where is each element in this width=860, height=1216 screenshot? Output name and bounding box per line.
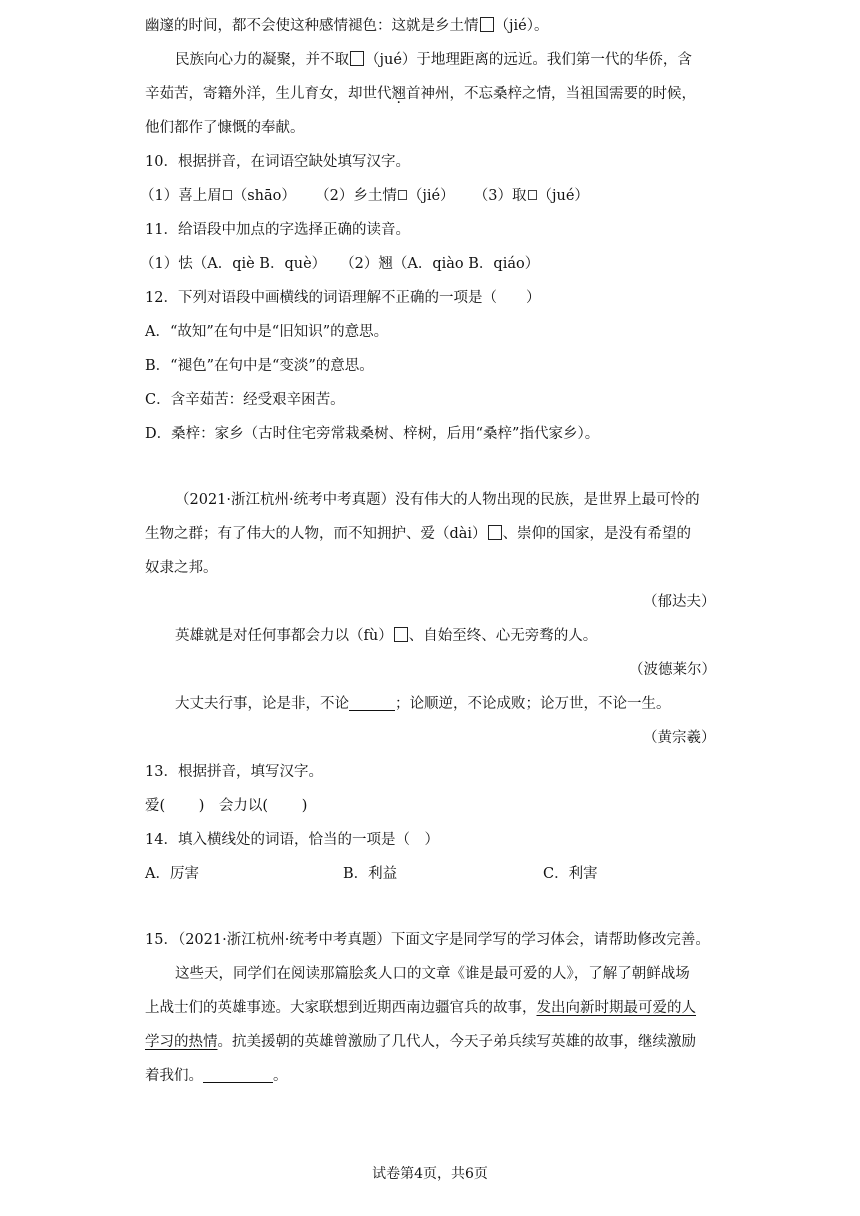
page-footer: 试卷第4页，共6页 <box>372 1166 488 1182</box>
question-10-items: （1）喜上眉 （shāo） （2）乡土情 （jié） （3）取 （jué） <box>140 188 589 204</box>
author: （郁达夫） <box>643 594 716 610</box>
text-line: 这些天，同学们在阅读那篇脍炙人口的文章《谁是最可爱的人》，了解了朝鲜战场 <box>175 966 690 982</box>
blank-box <box>480 17 494 32</box>
blank-box <box>350 51 364 66</box>
question-13-blanks[interactable]: 爱( ) 会力以( ) <box>145 798 308 814</box>
question-14: 14．填入横线处的词语，恰当的一项是（ ） <box>145 832 439 848</box>
question-13: 13．根据拼音，填写汉字。 <box>145 764 323 780</box>
text-line: 大丈夫行事，论是非，不论 ；论顺逆，不论成败；论万世，不论一生。 <box>175 696 671 712</box>
text-line: （2021·浙江杭州·统考中考真题）没有伟大的人物出现的民族，是世界上最可怜的 <box>175 492 700 508</box>
question-10: 10．根据拼音，在词语空缺处填写汉字。 <box>145 154 410 170</box>
blank-box <box>398 190 407 200</box>
text-line: 生物之群；有了伟大的人物，而不知拥护、爱（dài） 、崇仰的国家，是没有希望的 <box>145 526 692 542</box>
text-line: 着我们。 。 <box>145 1068 288 1084</box>
text-line: 幽邃的时间，都不会使这种感情褪色：这就是乡土情 （jié）。 <box>145 18 549 34</box>
dotted-char: 翘 <box>391 86 406 102</box>
question-12: 12．下列对语段中画横线的词语理解不正确的一项是（ ） <box>145 290 541 306</box>
option-d: D．桑梓：家乡（古时住宅旁常栽桑树、梓树，后用“桑梓”指代家乡）。 <box>145 426 600 442</box>
option-c: C．利害 <box>543 866 598 882</box>
text-line: 学习的热情。抗美援朝的英雄曾激励了几代人，今天子弟兵续写英雄的故事，继续激励 <box>145 1034 696 1050</box>
text-line: 辛茹苦，寄籍外洋，生儿育女，却世代翘首神州，不忘桑梓之情，当祖国需要的时候， <box>145 86 696 102</box>
text-line: 民族向心力的凝聚，并不取 （jué）于地理距离的远近。我们第一代的华侨，含 <box>175 52 692 68</box>
answer-blank[interactable] <box>349 696 395 711</box>
blank-box <box>488 525 502 540</box>
text-line: 英雄就是对任何事都会力以（fù） 、自始至终、心无旁骛的人。 <box>175 628 598 644</box>
text-line: 上战士们的英雄事迹。大家联想到近期西南边疆官兵的故事，发出向新时期最可爱的人 <box>145 1000 696 1016</box>
option-a: A．厉害 <box>145 866 199 882</box>
underlined-phrase: 学习的热情 <box>145 1034 218 1050</box>
blank-box <box>394 627 408 642</box>
option-b: B．“褪色”在句中是“变淡”的意思。 <box>145 358 374 374</box>
blank-box <box>528 190 537 200</box>
text-line: 奴隶之邦。 <box>145 560 218 576</box>
question-11-items: （1）怯（A．qiè B．què） （2）翘（A．qiào B．qiáo） <box>140 256 540 272</box>
author: （波德莱尔） <box>629 662 716 678</box>
text-line: 他们都作了慷慨的奉献。 <box>145 120 305 136</box>
question-11: 11．给语段中加点的字选择正确的读音。 <box>145 222 410 238</box>
answer-blank[interactable] <box>203 1068 273 1083</box>
question-15: 15．（2021·浙江杭州·统考中考真题）下面文字是同学写的学习体会，请帮助修改完善。 <box>145 932 710 948</box>
option-b: B．利益 <box>343 866 398 882</box>
option-a: A．“故知”在句中是“旧知识”的意思。 <box>145 324 389 340</box>
option-c: C．含辛茹苦：经受艰辛困苦。 <box>145 392 345 408</box>
author: （黄宗羲） <box>643 730 716 746</box>
underlined-phrase: 发出向新时期最可爱的人 <box>536 1000 696 1016</box>
blank-box <box>223 190 232 200</box>
